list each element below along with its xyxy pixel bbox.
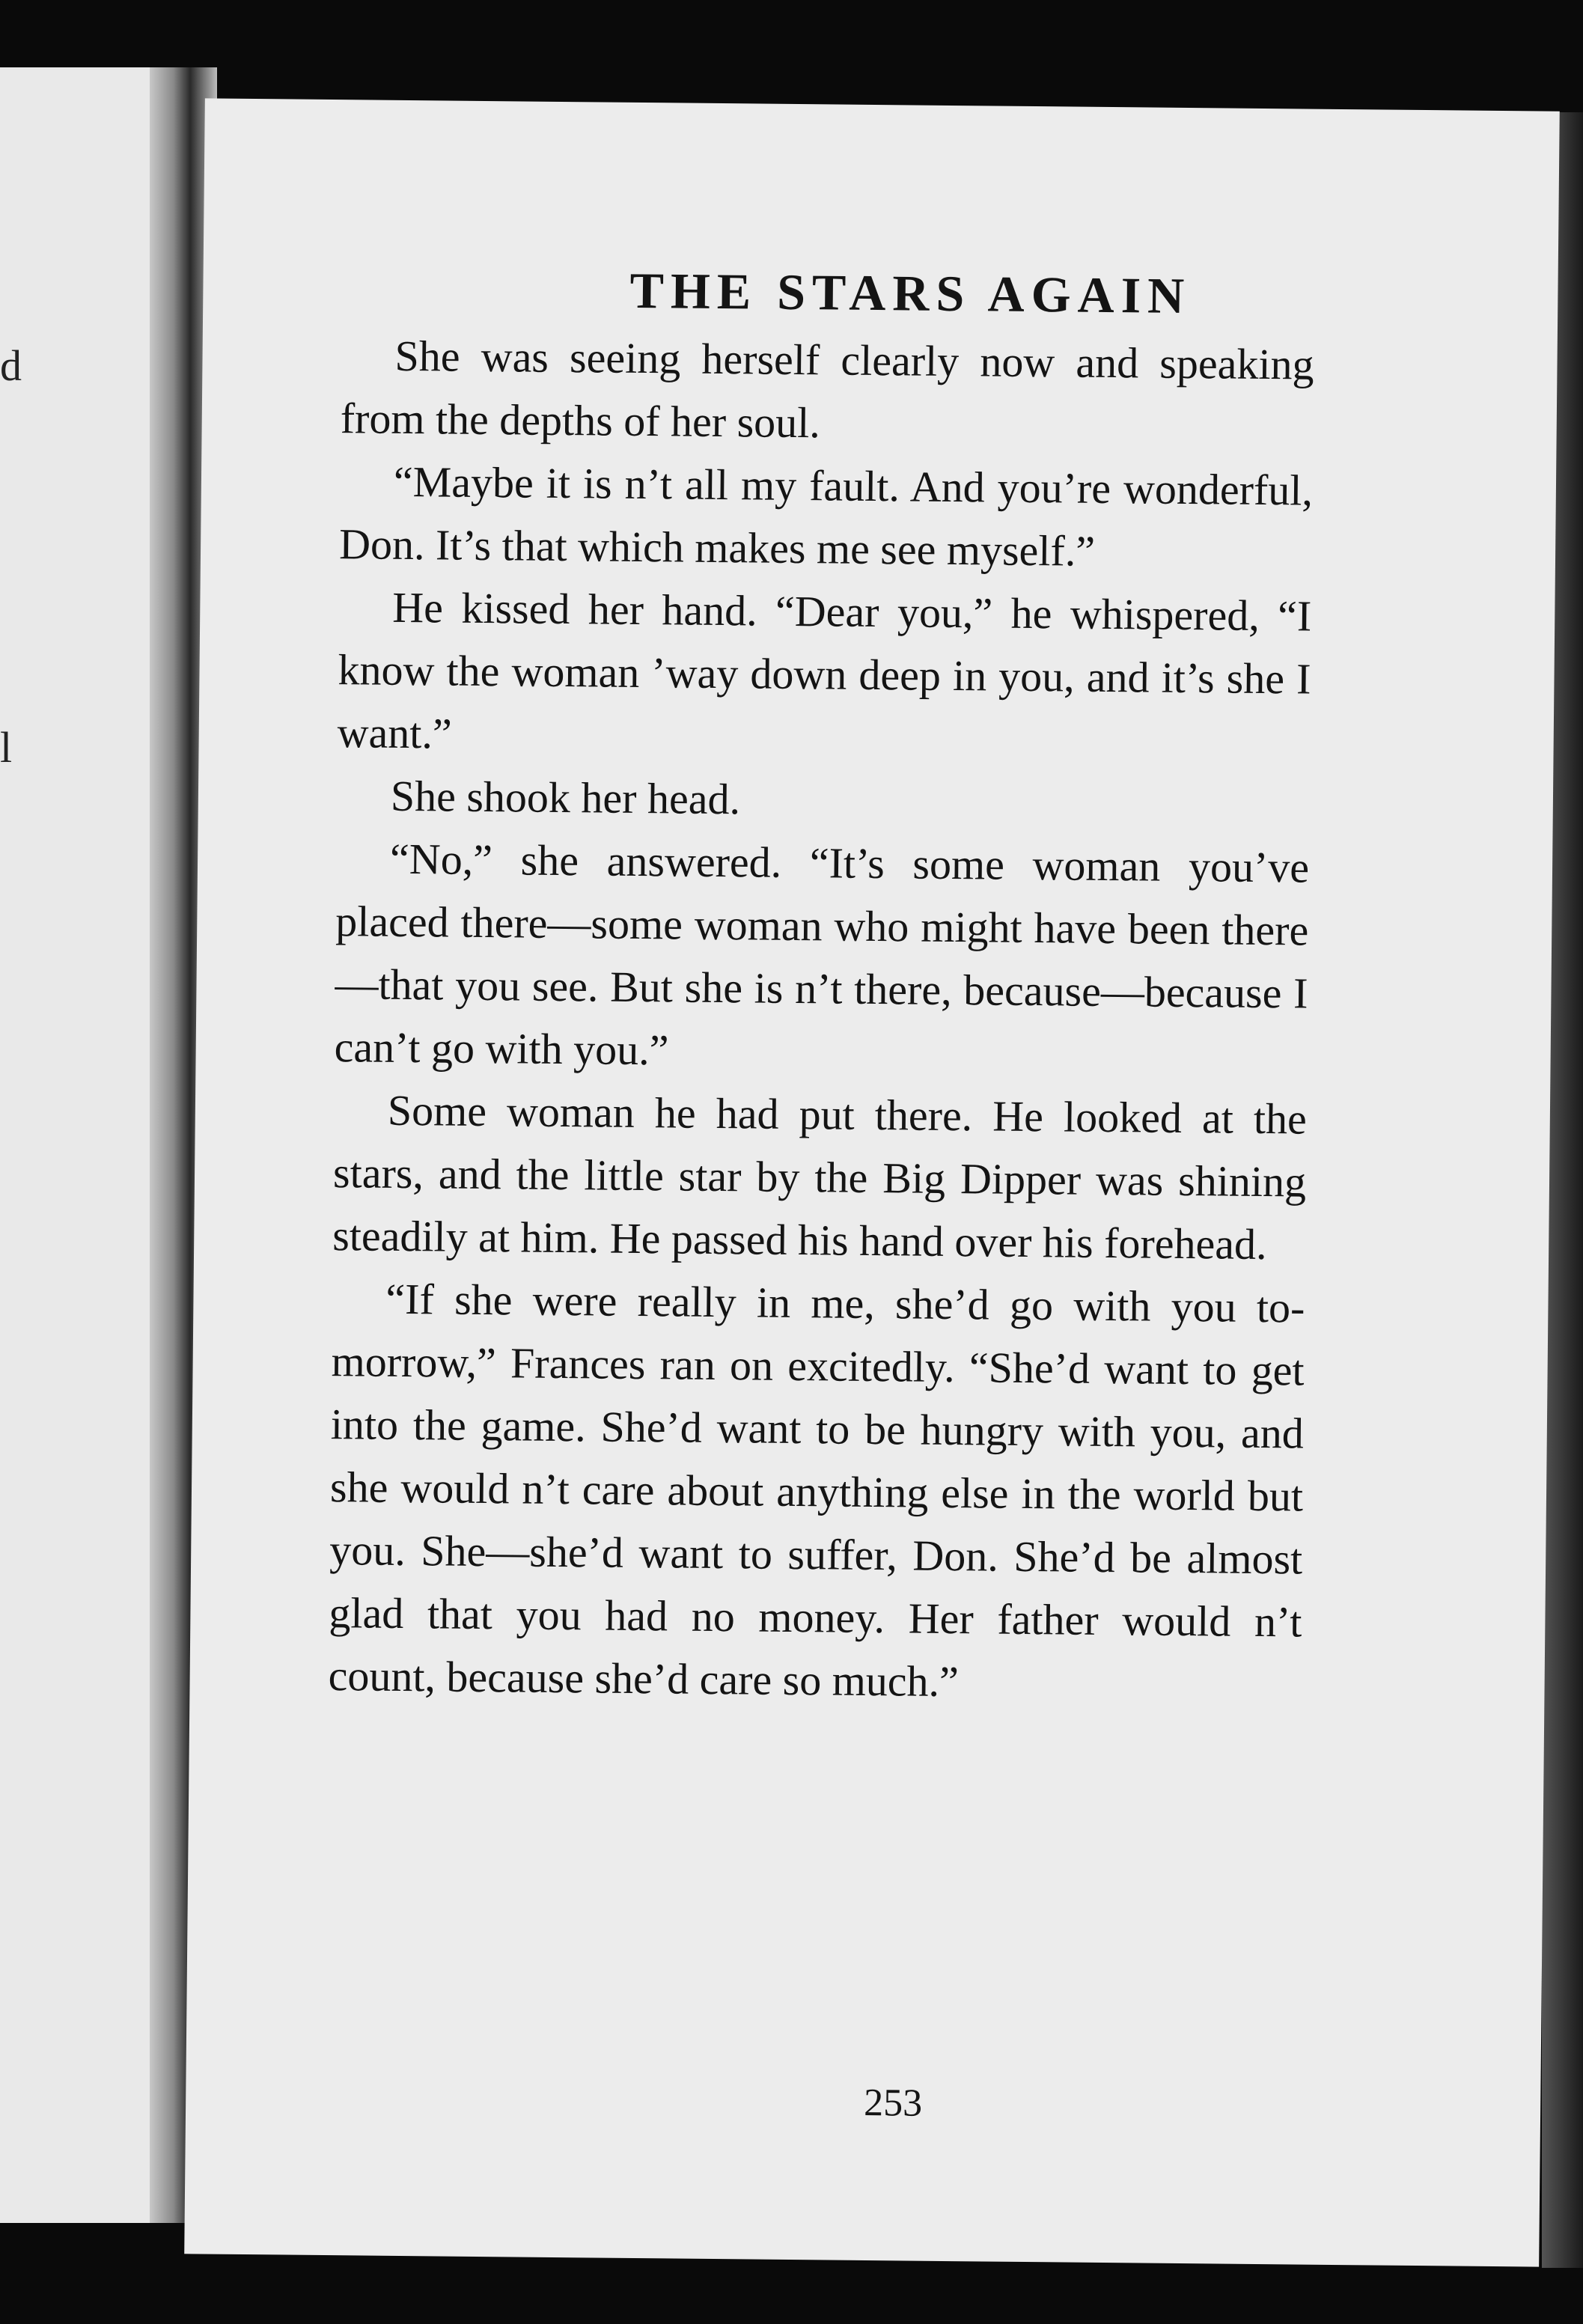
paragraph: She shook her head. [390,771,741,824]
paragraph: “Maybe it is n’t all my fault. And you’re wonderful, Don. It’s that which makes me see myself.” [338,457,1314,576]
facing-page-fragment: d [0,341,22,390]
book-page [184,98,1560,2266]
page-body [328,324,1314,1716]
page-number: 253 [863,2081,923,2125]
paragraph: “If she were really in me, she’d go with you to-morrow,” Frances ran on excitedly. “She’d want to get into the game. She’d want to be hungry with you, and she would n’t care about anything else in the world but you. She—she’d want to suffer, Don. She’d be almost glad that you had no money. Her father would n’t count, because she’d care so much.” [328,1274,1305,1707]
facing-page-edge [0,67,150,2223]
facing-page-fragment: l [0,723,13,772]
paragraph: He kissed her hand. “Dear you,” he whispered, “I know the woman ’way down deep in you, and it’s she I want.” [337,582,1312,758]
paragraph: Some woman he had put there. He looked at the stars, and the little star by the Big Dipper was shining steadily at him. He passed his hand over his forehead. [332,1085,1308,1269]
running-header: THE STARS AGAIN [629,261,1192,325]
paragraph: “No,” she answered. “It’s some woman you’ve placed there—some woman who might have been there—that you see. But she is n’t there, because—because I can’t go with you.” [334,834,1310,1075]
paragraph: She was seeing herself clearly now and speaking from the depths of her soul. [340,331,1314,448]
